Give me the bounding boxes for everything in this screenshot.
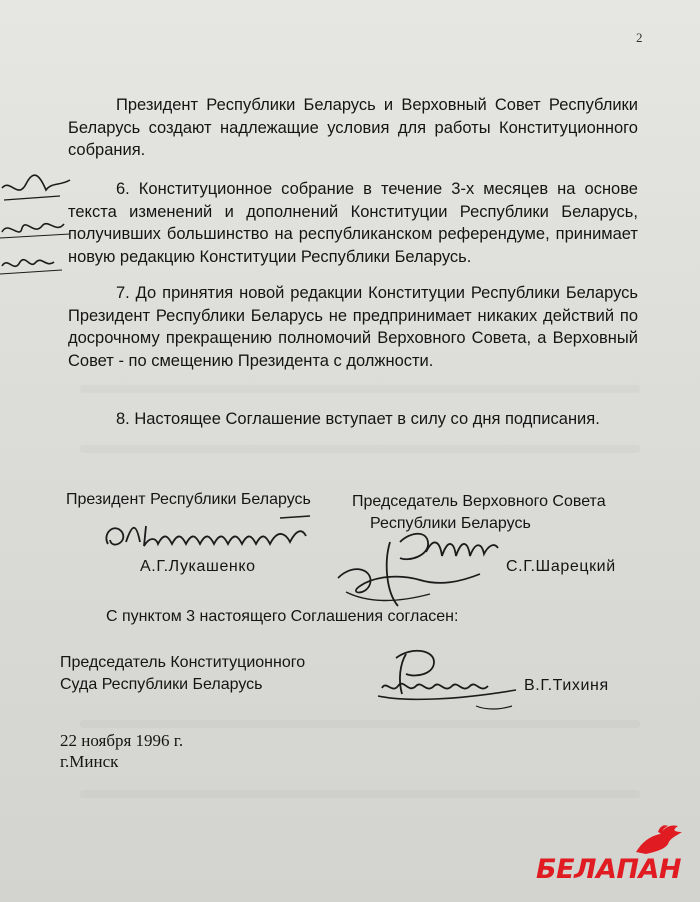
court-title-line1: Председатель Конституционного: [60, 654, 306, 671]
show-through-line: [80, 790, 640, 798]
show-through-line: [80, 720, 640, 728]
chairman-title-line1: Председатель Верховного Совета: [352, 493, 606, 510]
paragraph-conditions: Президент Республики Беларусь и Верховный Совет Республики Беларусь создают надлежащие условия для работы Конституционного собрания.: [68, 96, 638, 159]
signing-place: г.Минск: [60, 752, 119, 771]
belapan-watermark: [536, 822, 700, 892]
chairman-signature: [330, 522, 510, 614]
court-title-line2: Суда Республики Беларусь: [60, 676, 263, 693]
horse-rider-logo-icon: [632, 822, 692, 856]
margin-initials-signature: [0, 170, 90, 290]
signing-date: 22 ноября 1996 г.: [60, 731, 184, 750]
show-through-line: [80, 445, 640, 453]
watermark-text: БЕЛАПАН: [536, 854, 681, 885]
court-title: [60, 652, 380, 696]
agreement-note: С пунктом 3 настоящего Соглашения согласен:: [106, 608, 459, 625]
show-through-line: [80, 385, 640, 393]
paragraph-7: 7. До принятия новой редакции Конституции Республики Беларусь Президент Республики Беларусь не предпринимает никаких действий по досрочному прекращению полномочий Верховного Совета, а Верховный Совет - по смещению Президента с должности.: [68, 284, 638, 370]
chairman-title-line2: Республики Беларусь: [370, 515, 531, 532]
president-name: А.Г.Лукашенко: [140, 558, 256, 575]
paragraph-6: 6. Конституционное собрание в течение 3-х месяцев на основе текста изменений и дополнений Конституции Республики Беларусь, получивших большинство на республиканском референдуме, принимает новую редакцию Конституции Республики Беларусь.: [68, 180, 638, 266]
president-signature: [100, 512, 330, 557]
chairman-name: С.Г.Шарецкий: [506, 558, 616, 575]
paragraph-8: 8. Настоящее Соглашение вступает в силу со дня подписания.: [116, 410, 600, 428]
court-chairman-name: В.Г.Тихиня: [524, 677, 609, 694]
page-number: 2: [636, 30, 643, 45]
president-title: Президент Республики Беларусь: [66, 491, 311, 508]
date-place: [60, 730, 310, 772]
court-chairman-signature: [376, 640, 526, 720]
